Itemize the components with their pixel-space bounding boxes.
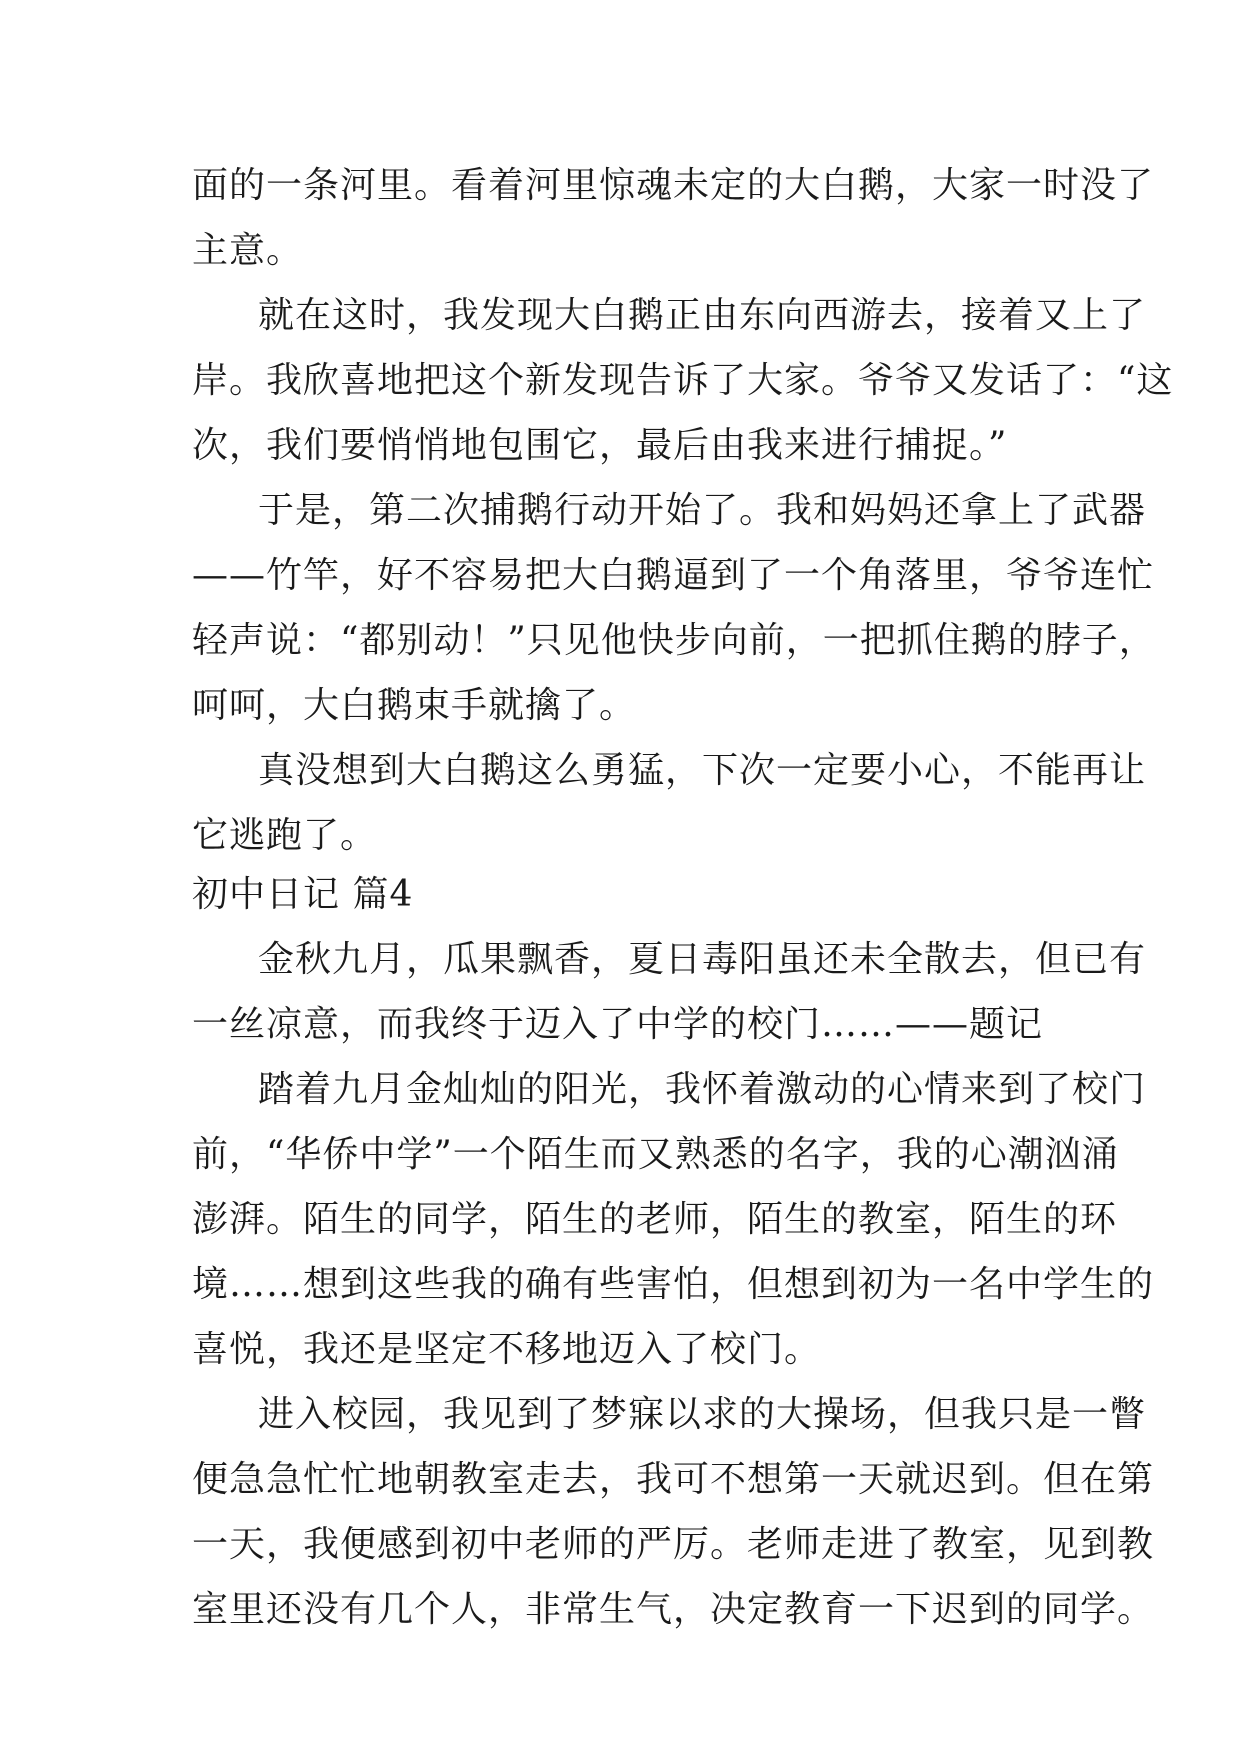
text-line: 澎湃。陌生的同学，陌生的老师，陌生的教室，陌生的环 (192, 1199, 1118, 1240)
text-line: 一丝凉意，而我终于迈入了中学的校门……——题记 (192, 1004, 1044, 1045)
text-line: 金秋九月，瓜果飘香，夏日毒阳虽还未全散去，但已有 (258, 939, 1147, 980)
text-line: 主意。 (192, 230, 304, 271)
paragraph (192, 1057, 1155, 1382)
text-line: 进入校园，我见到了梦寐以求的大操场，但我只是一瞥 (258, 1394, 1147, 1435)
text-line: 境……想到这些我的确有些害怕，但想到初为一名中学生的 (192, 1264, 1155, 1305)
text-line: 便急急忙忙地朝教室走去，我可不想第一天就迟到。但在第 (192, 1459, 1155, 1500)
text-line: ——竹竿，好不容易把大白鹅逼到了一个角落里，爷爷连忙 (192, 555, 1155, 596)
text-line: 就在这时，我发现大白鹅正由东向西游去，接着又上了 (258, 295, 1147, 336)
paragraph (192, 283, 1174, 478)
diary-text-bottom (192, 862, 1155, 1642)
text-line: 一天，我便感到初中老师的严厉。老师走进了教室，见到教 (192, 1524, 1155, 1565)
section-title: 初中日记 篇4 (192, 874, 414, 915)
text-line: 真没想到大白鹅这么勇猛，下次一定要小心，不能再让 (258, 750, 1147, 791)
text-line: 前，“华侨中学”一个陌生而又熟悉的名字，我的心潮汹涌 (192, 1134, 1119, 1175)
text-line: 次，我们要悄悄地包围它，最后由我来进行捕捉。” (192, 425, 1008, 466)
text-line: 踏着九月金灿灿的阳光，我怀着激动的心情来到了校门 (258, 1069, 1147, 1110)
paragraph (192, 478, 1156, 738)
text-line: 轻声说：“都别动！”只见他快步向前，一把抓住鹅的脖子， (192, 620, 1156, 661)
paragraph (192, 927, 1147, 1057)
text-line: 呵呵，大白鹅束手就擒了。 (192, 685, 637, 726)
diary-text-top (192, 153, 1174, 868)
paragraph (192, 738, 1147, 868)
text-line: 喜悦，我还是坚定不移地迈入了校门。 (192, 1329, 822, 1370)
text-line: 面的一条河里。看着河里惊魂未定的大白鹅，大家一时没了 (192, 165, 1155, 206)
text-line: 室里还没有几个人，非常生气，决定教育一下迟到的同学。 (192, 1589, 1155, 1630)
text-line: 它逃跑了。 (192, 815, 378, 856)
paragraph (192, 153, 1155, 283)
paragraph (192, 1382, 1155, 1642)
text-line: 于是，第二次捕鹅行动开始了。我和妈妈还拿上了武器 (258, 490, 1147, 531)
text-line: 岸。我欣喜地把这个新发现告诉了大家。爷爷又发话了：“这 (192, 360, 1174, 401)
